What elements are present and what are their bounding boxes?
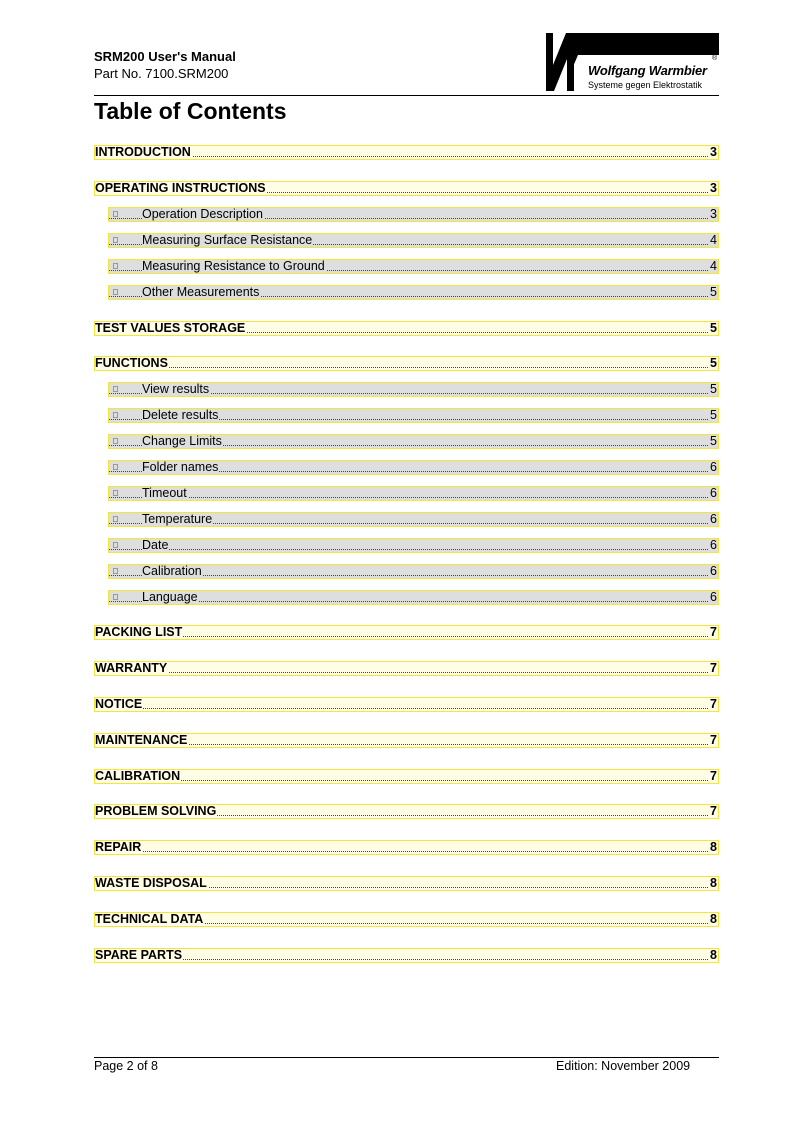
toc-entry-label: SPARE PARTS [95, 948, 183, 962]
toc-entry-page: 6 [710, 538, 717, 552]
bullet-icon [113, 490, 118, 496]
toc-entry-notice[interactable] [94, 697, 719, 712]
toc-entry-label: MAINTENANCE [95, 733, 188, 747]
footer-divider [94, 1057, 719, 1058]
toc-entry-maintenance[interactable] [94, 733, 719, 748]
toc-entry-operating-instructions[interactable] [94, 181, 719, 196]
toc-entry-page: 5 [710, 285, 717, 299]
toc-entry-label: Measuring Surface Resistance [142, 233, 313, 247]
toc-entry-page: 5 [710, 434, 717, 448]
toc-entry-label: FUNCTIONS [95, 356, 168, 370]
dot-leader [95, 672, 708, 673]
toc-entry-label: TEST VALUES STORAGE [95, 321, 246, 335]
dot-leader [109, 601, 708, 602]
toc-entry-page: 7 [710, 661, 717, 675]
bullet-icon [113, 412, 118, 418]
toc-entry-label: Timeout [142, 486, 187, 500]
toc-entry-warranty[interactable] [94, 661, 719, 676]
document-header [94, 49, 236, 82]
toc-entry-measuring-resistance-to-ground[interactable] [108, 259, 719, 274]
toc-entry-operation-description[interactable] [108, 207, 719, 222]
toc-entry-page: 4 [710, 233, 717, 247]
toc-entry-label: Operation Description [142, 207, 263, 221]
toc-entry-label: Temperature [142, 512, 213, 526]
toc-entry-page: 7 [710, 733, 717, 747]
toc-entry-other-measurements[interactable] [108, 285, 719, 300]
bullet-icon [113, 289, 118, 295]
toc-entry-label: Delete results [142, 408, 219, 422]
toc-entry-page: 3 [710, 181, 717, 195]
dot-leader [95, 708, 708, 709]
toc-entry-page: 6 [710, 590, 717, 604]
logo-bar [572, 33, 719, 55]
dot-leader [109, 497, 708, 498]
toc-entry-page: 4 [710, 259, 717, 273]
dot-leader [95, 367, 708, 368]
toc-entry-label: Measuring Resistance to Ground [142, 259, 325, 273]
bullet-icon [113, 211, 118, 217]
logo-brand-name: Wolfgang Warmbier [588, 63, 707, 78]
header-divider [94, 95, 719, 96]
toc-entry-page: 6 [710, 460, 717, 474]
toc-entry-label: PACKING LIST [95, 625, 183, 639]
toc-entry-measuring-surface-resistance[interactable] [108, 233, 719, 248]
toc-entry-page: 7 [710, 769, 717, 783]
bullet-icon [113, 237, 118, 243]
toc-entry-page: 8 [710, 876, 717, 890]
bullet-icon [113, 542, 118, 548]
toc-entry-timeout[interactable] [108, 486, 719, 501]
toc-entry-page: 5 [710, 356, 717, 370]
toc-entry-packing-list[interactable] [94, 625, 719, 640]
bullet-icon [113, 516, 118, 522]
toc-entry-spare-parts[interactable] [94, 948, 719, 963]
toc-entry-waste-disposal[interactable] [94, 876, 719, 891]
page-counter: Page 2 of 8 [94, 1059, 158, 1073]
toc-entry-technical-data[interactable] [94, 912, 719, 927]
toc-entry-view-results[interactable] [108, 382, 719, 397]
toc-entry-label: Folder names [142, 460, 219, 474]
company-logo [544, 33, 719, 93]
dot-leader [95, 851, 708, 852]
dot-leader [95, 959, 708, 960]
toc-entry-page: 7 [710, 625, 717, 639]
toc-entry-calibration[interactable] [94, 769, 719, 784]
registered-mark: ® [712, 55, 718, 62]
part-number: Part No. 7100.SRM200 [94, 66, 229, 81]
edition-date: Edition: November 2009 [556, 1059, 691, 1073]
toc-entry-folder-names[interactable] [108, 460, 719, 475]
toc-entry-label: WARRANTY [95, 661, 168, 675]
toc-entry-date[interactable] [108, 538, 719, 553]
toc-entry-label: Language [142, 590, 198, 604]
toc-entry-page: 6 [710, 512, 717, 526]
toc-entry-label: TECHNICAL DATA [95, 912, 204, 926]
toc-entry-label: Change Limits [142, 434, 222, 448]
toc-entry-page: 3 [710, 145, 717, 159]
toc-entry-page: 8 [710, 912, 717, 926]
bullet-icon [113, 438, 118, 444]
toc-entry-label: View results [142, 382, 210, 396]
bullet-icon [113, 568, 118, 574]
toc-entry-page: 7 [710, 697, 717, 711]
toc-entry-page: 6 [710, 564, 717, 578]
toc-entry-label: WASTE DISPOSAL [95, 876, 207, 890]
bullet-icon [113, 263, 118, 269]
toc-entry-label: REPAIR [95, 840, 142, 854]
toc-entry-label: OPERATING INSTRUCTIONS [95, 181, 266, 195]
toc-entry-label: PROBLEM SOLVING [95, 804, 217, 818]
dot-leader [95, 780, 708, 781]
dot-leader [95, 636, 708, 637]
toc-entry-page: 3 [710, 207, 717, 221]
toc-entry-label: Calibration [142, 564, 202, 578]
toc-entry-label: CALIBRATION [95, 769, 181, 783]
toc-entry-label: Date [142, 538, 169, 552]
toc-entry-page: 8 [710, 840, 717, 854]
toc-entry-page: 5 [710, 321, 717, 335]
toc-entry-test-values-storage[interactable] [94, 321, 719, 336]
toc-entry-page: 6 [710, 486, 717, 500]
toc-entry-label: Other Measurements [142, 285, 260, 299]
toc-entry-page: 8 [710, 948, 717, 962]
bullet-icon [113, 594, 118, 600]
toc-entry-language[interactable] [108, 590, 719, 605]
toc-entry-problem-solving[interactable] [94, 804, 719, 819]
toc-entry-page: 5 [710, 382, 717, 396]
toc-entry-label: INTRODUCTION [95, 145, 191, 159]
dot-leader [109, 549, 708, 550]
toc-entry-temperature[interactable] [108, 512, 719, 527]
toc-entry-calibration-sub[interactable] [108, 564, 719, 579]
bullet-icon [113, 464, 118, 470]
toc-entry-change-limits[interactable] [108, 434, 719, 449]
logo-tagline: Systeme gegen Elektrostatik [588, 80, 703, 90]
toc-entry-delete-results[interactable] [108, 408, 719, 423]
toc-title: Table of Contents [94, 98, 287, 124]
toc-entry-functions[interactable] [94, 356, 719, 371]
toc-entry-introduction[interactable] [94, 145, 719, 160]
toc-entry-label: NOTICE [95, 697, 143, 711]
bullet-icon [113, 386, 118, 392]
toc-entry-page: 7 [710, 804, 717, 818]
toc-entry-repair[interactable] [94, 840, 719, 855]
toc-entry-page: 5 [710, 408, 717, 422]
manual-title: SRM200 User's Manual [94, 49, 236, 64]
